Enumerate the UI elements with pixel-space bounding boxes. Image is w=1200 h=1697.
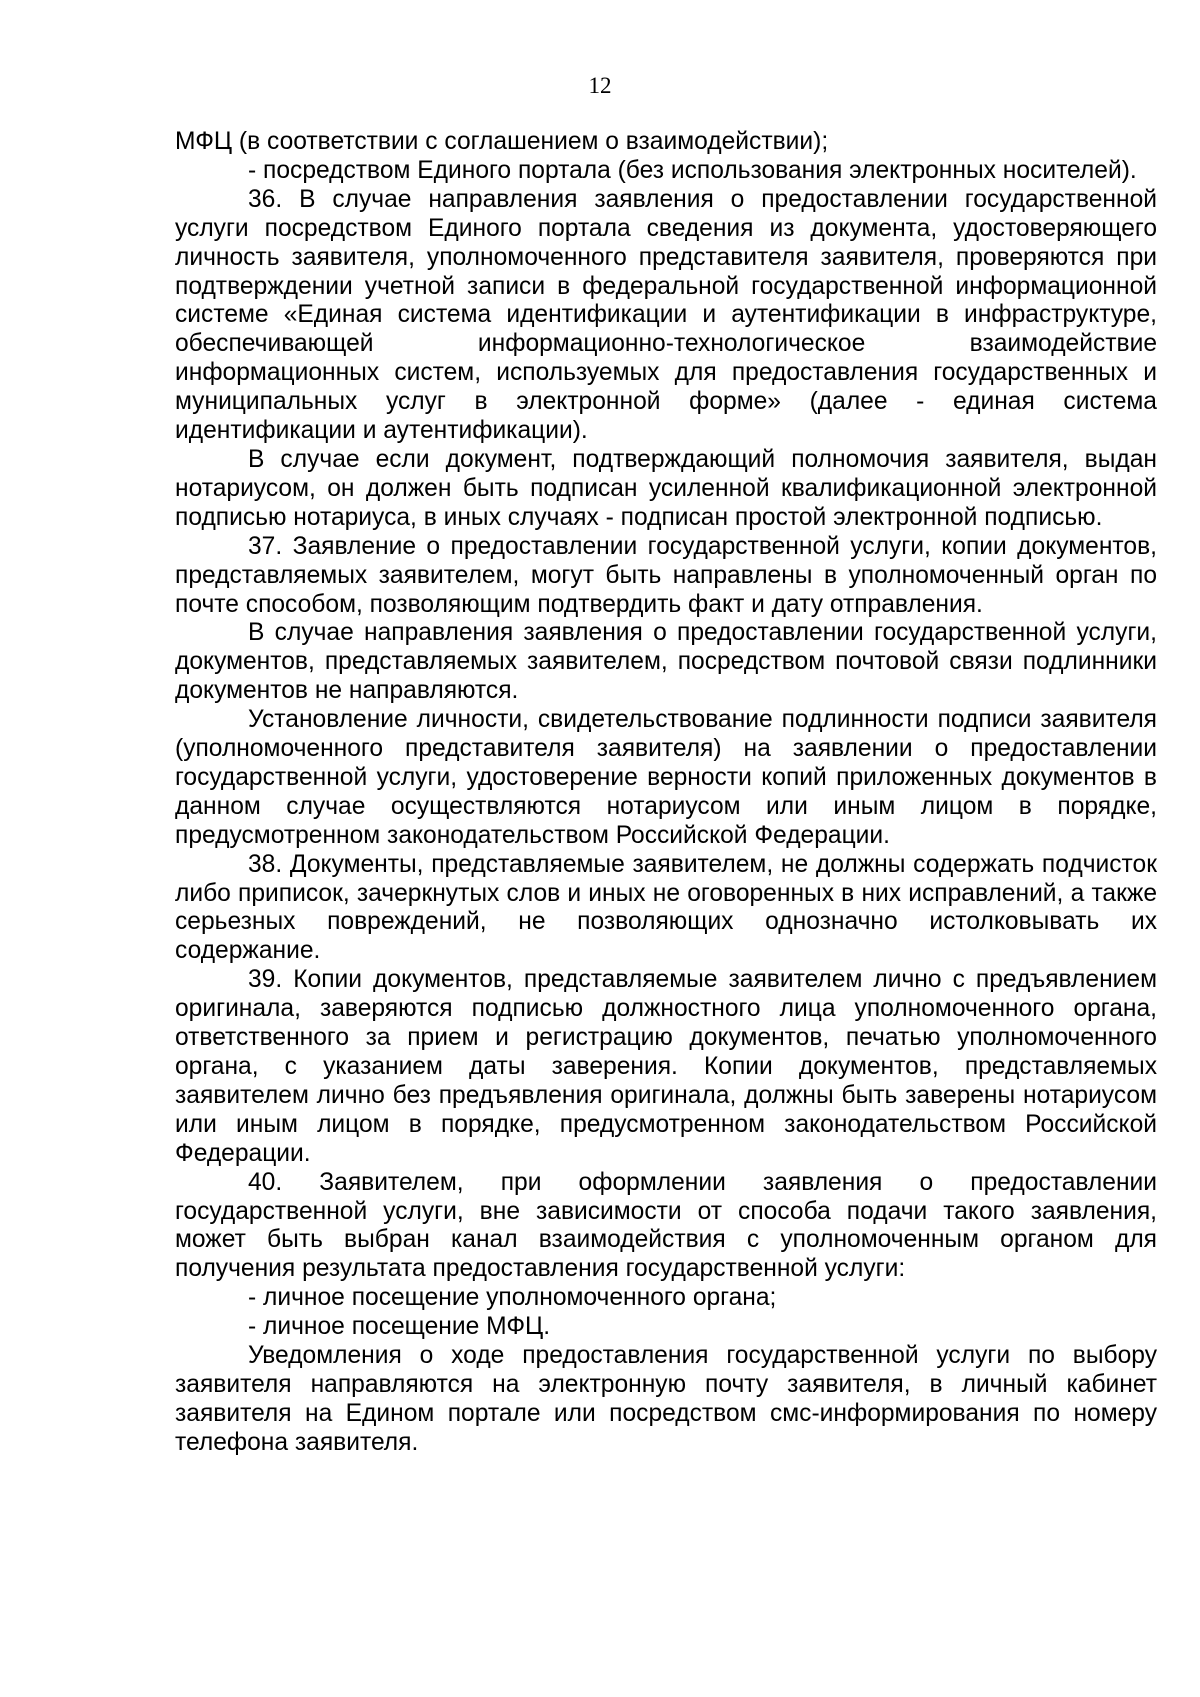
paragraph-identity-verification: Установление личности, свидетельствование подлинности подписи заявителя (уполномоченного представителя заявителя) на заявлении о предоставлении государственной услуги, удостоверение верности копий приложенных документов в данном случае осуществляются нотариусом или иным лицом в порядке, предусмотренном законодательством Российской Федерации. — [175, 706, 1157, 849]
document-body — [175, 128, 1157, 1458]
paragraph-40: 40. Заявителем, при оформлении заявления о предоставлении государственной услуги, вне зависимости от способа подачи такого заявления, может быть выбран канал взаимодействия с уполномоченным органом для получения результата предоставления государственной услуги: — [175, 1168, 1157, 1283]
list-item-mfc-visit: - личное посещение МФЦ. — [248, 1313, 551, 1341]
paragraph-postal-originals: В случае направления заявления о предоставлении государственной услуги, документов, представляемых заявителем, посредством почтовой связи подлинники документов не направляются. — [175, 619, 1157, 705]
paragraph-notary-signature: В случае если документ, подтверждающий полномочия заявителя, выдан нотариусом, он должен быть подписан усиленной квалификационной электронной подписью нотариуса, в иных случаях - подписан простой электронной подписью. — [175, 445, 1157, 531]
page-number: 12 — [588, 73, 612, 98]
paragraph-mfc-agreement: МФЦ (в соответствии с соглашением о взаимодействии); — [175, 128, 829, 155]
paragraph-37: 37. Заявление о предоставлении государственной услуги, копии документов, представляемых заявителем, могут быть направлены в уполномоченный орган по почте способом, позволяющим подтвердить факт и дату отправления. — [175, 532, 1157, 618]
paragraph-38: 38. Документы, представляемые заявителем, не должны содержать подчисток либо приписок, зачеркнутых слов и иных не оговоренных в них исправлений, а также серьезных повреждений, не позволяющих однозначно истолковывать их содержание. — [175, 850, 1157, 965]
list-item-authority-visit: - личное посещение уполномоченного органа; — [248, 1284, 777, 1312]
paragraph-notifications: Уведомления о ходе предоставления государственной услуги по выбору заявителя направляются на электронную почту заявителя, в личный кабинет заявителя на Едином портале или посредством смс-информирования по номеру телефона заявителя. — [175, 1342, 1157, 1456]
paragraph-36: 36. В случае направления заявления о предоставлении государственной услуги посредством Единого портала сведения из документа, удостоверяющего личность заявителя, уполномоченного представителя заявителя, проверяются при подтверждении учетной записи в федеральной государственной информационной системе «Единая система идентификации и аутентификации в инфраструктуре, обеспечивающей информационно-технологическое взаимодействие информационных систем, используемых для предоставления государственных и муниципальных услуг в электронной форме» (далее - единая система идентификации и аутентификации). — [175, 185, 1157, 445]
paragraph-39: 39. Копии документов, представляемые заявителем лично с предъявлением оригинала, заверяются подписью должностного лица уполномоченного органа, ответственного за прием и регистрацию документов, печатью уполномоченного органа, с указанием даты заверения. Копии документов, представляемых заявителем лично без предъявления оригинала, должны быть заверены нотариусом или иным лицом в порядке, предусмотренном законодательством Российской Федерации. — [175, 966, 1157, 1167]
paragraph-unified-portal-item: - посредством Единого портала (без использования электронных носителей). — [248, 156, 1137, 184]
